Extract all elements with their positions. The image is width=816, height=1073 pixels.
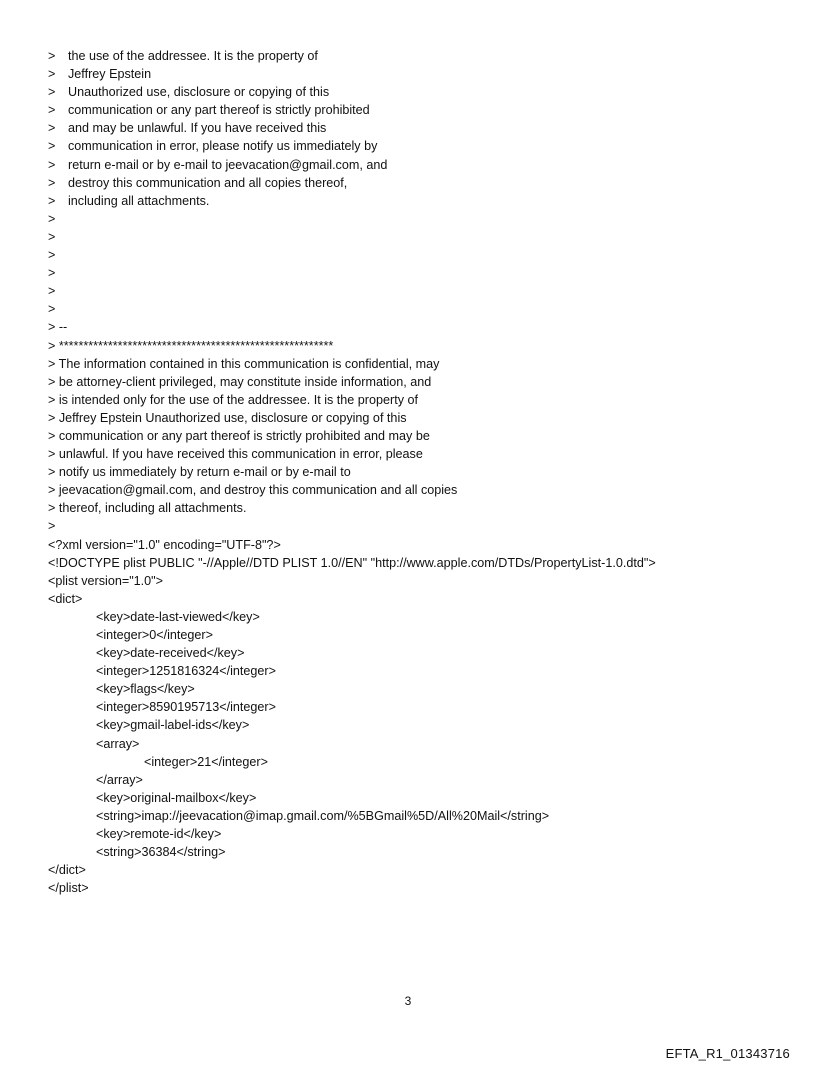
quoted-line: > Jeffrey Epstein Unauthorized use, disclosure or copying of this	[48, 410, 407, 425]
quoted-line: >	[48, 229, 56, 244]
quoted-line: >	[48, 302, 56, 317]
quoted-line: > including all attachments.	[48, 193, 210, 208]
quoted-line: >	[48, 211, 56, 226]
dict-open-tag: <dict>	[48, 591, 83, 606]
quoted-disclaimer-2	[48, 355, 788, 536]
dict-close-tag: </dict>	[48, 863, 86, 878]
plist-entry: <integer>1251816324</integer>	[96, 664, 276, 679]
quoted-line: > be attorney-client privileged, may constitute inside information, and	[48, 374, 432, 389]
quoted-line: > communication or any part thereof is strictly prohibited and may be	[48, 428, 430, 443]
document-body	[48, 47, 788, 897]
plist-entry: <array>	[96, 736, 140, 751]
page-number: 3	[404, 994, 412, 1008]
plist-array-item: <integer>21</integer>	[144, 754, 268, 769]
plist-doctype: <!DOCTYPE plist PUBLIC "-//Apple//DTD PLIST 1.0//EN" "http://www.apple.com/DTDs/PropertyList-1.0.dtd">	[48, 555, 656, 570]
plist-close-tag: </plist>	[48, 881, 89, 896]
quoted-line: >	[48, 248, 56, 263]
document-id: EFTA_R1_01343716	[665, 1046, 790, 1061]
quoted-line: > destroy this communication and all copies thereof,	[48, 175, 348, 190]
quoted-line: >	[48, 519, 56, 534]
quoted-line: > jeevacation@gmail.com, and destroy this communication and all copies	[48, 483, 458, 498]
quoted-line: > thereof, including all attachments.	[48, 501, 247, 516]
quoted-line: > Jeffrey Epstein	[48, 67, 152, 82]
quoted-line: > Unauthorized use, disclosure or copying of this	[48, 85, 330, 100]
plist-entry: <key>date-last-viewed</key>	[96, 609, 260, 624]
quoted-line: > is intended only for the use of the addressee. It is the property of	[48, 392, 418, 407]
plist-entry: <key>gmail-label-ids</key>	[96, 718, 250, 733]
plist-entry: <key>original-mailbox</key>	[96, 790, 257, 805]
plist-entry: <integer>0</integer>	[96, 628, 213, 642]
plist-block	[48, 536, 788, 898]
quoted-line: > communication in error, please notify us immediately by	[48, 139, 378, 154]
quoted-line: > the use of the addressee. It is the property of	[48, 49, 318, 63]
plist-entry: <key>flags</key>	[96, 682, 195, 697]
plist-entry: <key>date-received</key>	[96, 646, 245, 661]
plist-entry: <string>36384</string>	[96, 845, 226, 860]
signature-separator: > --	[48, 320, 68, 335]
quoted-line: >	[48, 284, 56, 299]
quoted-line: > communication or any part thereof is strictly prohibited	[48, 103, 370, 118]
xml-declaration: <?xml version="1.0" encoding="UTF-8"?>	[48, 537, 281, 552]
plist-entry: <string>imap://jeevacation@imap.gmail.com/%5BGmail%5D/All%20Mail</string>	[96, 808, 550, 823]
quoted-line: > notify us immediately by return e-mail or by e-mail to	[48, 465, 351, 480]
plist-entry: <integer>8590195713</integer>	[96, 700, 276, 715]
quoted-line: > return e-mail or by e-mail to jeevacation@gmail.com, and	[48, 157, 388, 172]
quoted-line: > The information contained in this communication is confidential, may	[48, 356, 440, 371]
blank-quote-lines	[48, 210, 788, 319]
plist-entry: </array>	[96, 772, 143, 787]
plist-entry: <key>remote-id</key>	[96, 827, 222, 842]
quoted-disclaimer-1	[48, 47, 788, 210]
quoted-line: >	[48, 266, 56, 281]
quoted-line: > and may be unlawful. If you have received this	[48, 121, 327, 136]
asterisk-rule: > ********************************************************	[48, 338, 334, 353]
plist-open-tag: <plist version="1.0">	[48, 573, 164, 588]
quoted-line: > unlawful. If you have received this communication in error, please	[48, 447, 423, 462]
